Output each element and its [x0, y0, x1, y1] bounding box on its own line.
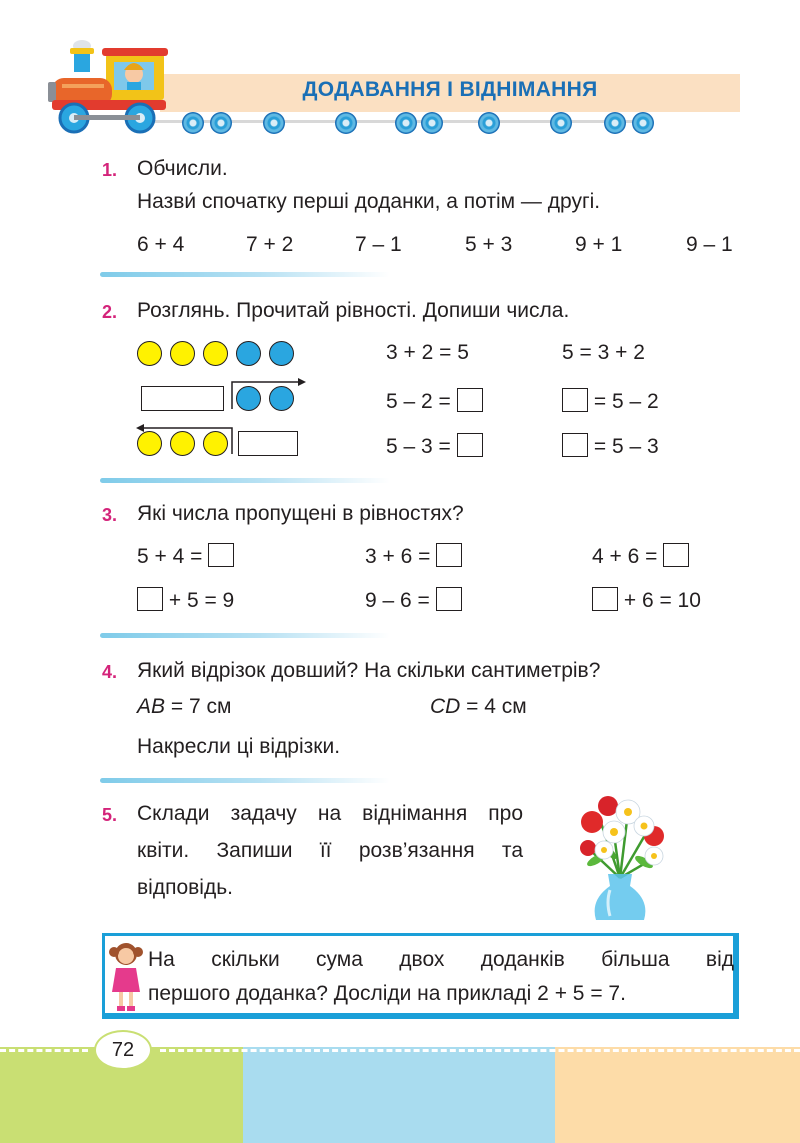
equation: 3 + 2 = 5	[386, 341, 469, 364]
task-instruction: Накресли ці відрізки.	[137, 735, 341, 758]
wheel-icon	[182, 112, 204, 134]
equation: 5 + 4 =	[137, 543, 234, 569]
research-question: першого доданка? Досліди на прикладі 2 + 5 = 7.	[148, 982, 626, 1005]
task-instruction: Склади задачу на віднімання про	[137, 802, 523, 825]
research-question: На скільки сума двох доданків більша від	[148, 948, 734, 971]
expression: 6 + 4	[137, 233, 185, 256]
equation: 5 – 2 =	[386, 388, 483, 414]
page-title: ДОДАВАННЯ І ВІДНІМАННЯ	[302, 78, 598, 101]
wheel-icon	[335, 112, 357, 134]
equation: 3 + 6 =	[365, 543, 462, 569]
expression: 9 + 1	[575, 233, 623, 256]
wheel-icon	[421, 112, 443, 134]
answer-box[interactable]	[137, 587, 163, 611]
equation: + 5 = 9	[137, 587, 234, 613]
task-number: 4.	[102, 662, 118, 682]
yellow-circle	[203, 341, 228, 366]
empty-rectangle	[141, 386, 224, 411]
segment-cd: CD = 4 см	[430, 695, 527, 718]
blue-circle	[269, 341, 294, 366]
yellow-circle	[137, 341, 162, 366]
section-divider	[100, 778, 390, 783]
task-number: 1.	[102, 160, 118, 180]
task-instruction: відповідь.	[137, 876, 233, 899]
expression: 7 – 1	[355, 233, 402, 256]
equation: 9 – 6 =	[365, 587, 462, 613]
task-instruction: Обчисли.	[137, 157, 228, 180]
section-divider	[100, 478, 390, 483]
segment-ab: AB = 7 см	[137, 695, 232, 718]
wheel-icon	[604, 112, 626, 134]
page-number: 72	[94, 1030, 152, 1070]
footer-dash	[0, 1049, 88, 1052]
wheel-icon	[550, 112, 572, 134]
section-divider	[100, 633, 390, 638]
section-divider	[100, 272, 390, 277]
task-instruction: квіти. Запиши її розв’язання та	[137, 839, 523, 862]
expression: 9 – 1	[686, 233, 733, 256]
empty-rectangle	[238, 431, 298, 456]
answer-box[interactable]	[208, 543, 234, 567]
arrow-left-icon	[134, 418, 244, 458]
expression: 5 + 3	[465, 233, 513, 256]
answer-box[interactable]	[562, 433, 588, 457]
task-instruction: Назви́ спочатку перші доданки, а потім — другі.	[137, 190, 601, 213]
answer-box[interactable]	[562, 388, 588, 412]
equation: = 5 – 3	[562, 433, 659, 459]
expression: 7 + 2	[246, 233, 294, 256]
answer-box[interactable]	[592, 587, 618, 611]
wheel-icon	[395, 112, 417, 134]
blue-circle	[236, 341, 261, 366]
arrow-right-icon	[226, 375, 306, 415]
wheel-icon	[478, 112, 500, 134]
task-instruction: Які числа пропущені в рівностях?	[137, 502, 464, 525]
equation: 5 – 3 =	[386, 433, 483, 459]
equation: + 6 = 10	[592, 587, 701, 613]
equation: 5 = 3 + 2	[562, 341, 645, 364]
footer-band-blue	[243, 1047, 555, 1143]
task-number: 5.	[102, 805, 118, 825]
answer-box[interactable]	[436, 587, 462, 611]
yellow-circle	[170, 341, 195, 366]
equation: 4 + 6 =	[592, 543, 689, 569]
girl-icon	[106, 940, 146, 1014]
footer-dash	[160, 1049, 800, 1052]
wheel-icon	[210, 112, 232, 134]
train-icon	[44, 38, 174, 136]
wheel-icon	[263, 112, 285, 134]
task-instruction: Який відрізок довший? На скільки сантиметрів?	[137, 659, 601, 682]
answer-box[interactable]	[436, 543, 462, 567]
task-number: 3.	[102, 505, 118, 525]
answer-box[interactable]	[663, 543, 689, 567]
wheel-icon	[632, 112, 654, 134]
answer-box[interactable]	[457, 433, 483, 457]
footer-band-orange	[555, 1047, 800, 1143]
flower-vase-image	[570, 790, 670, 922]
task-instruction: Розглянь. Прочитай рівності. Допиши числа.	[137, 299, 570, 322]
equation: = 5 – 2	[562, 388, 659, 414]
task-number: 2.	[102, 302, 118, 322]
answer-box[interactable]	[457, 388, 483, 412]
